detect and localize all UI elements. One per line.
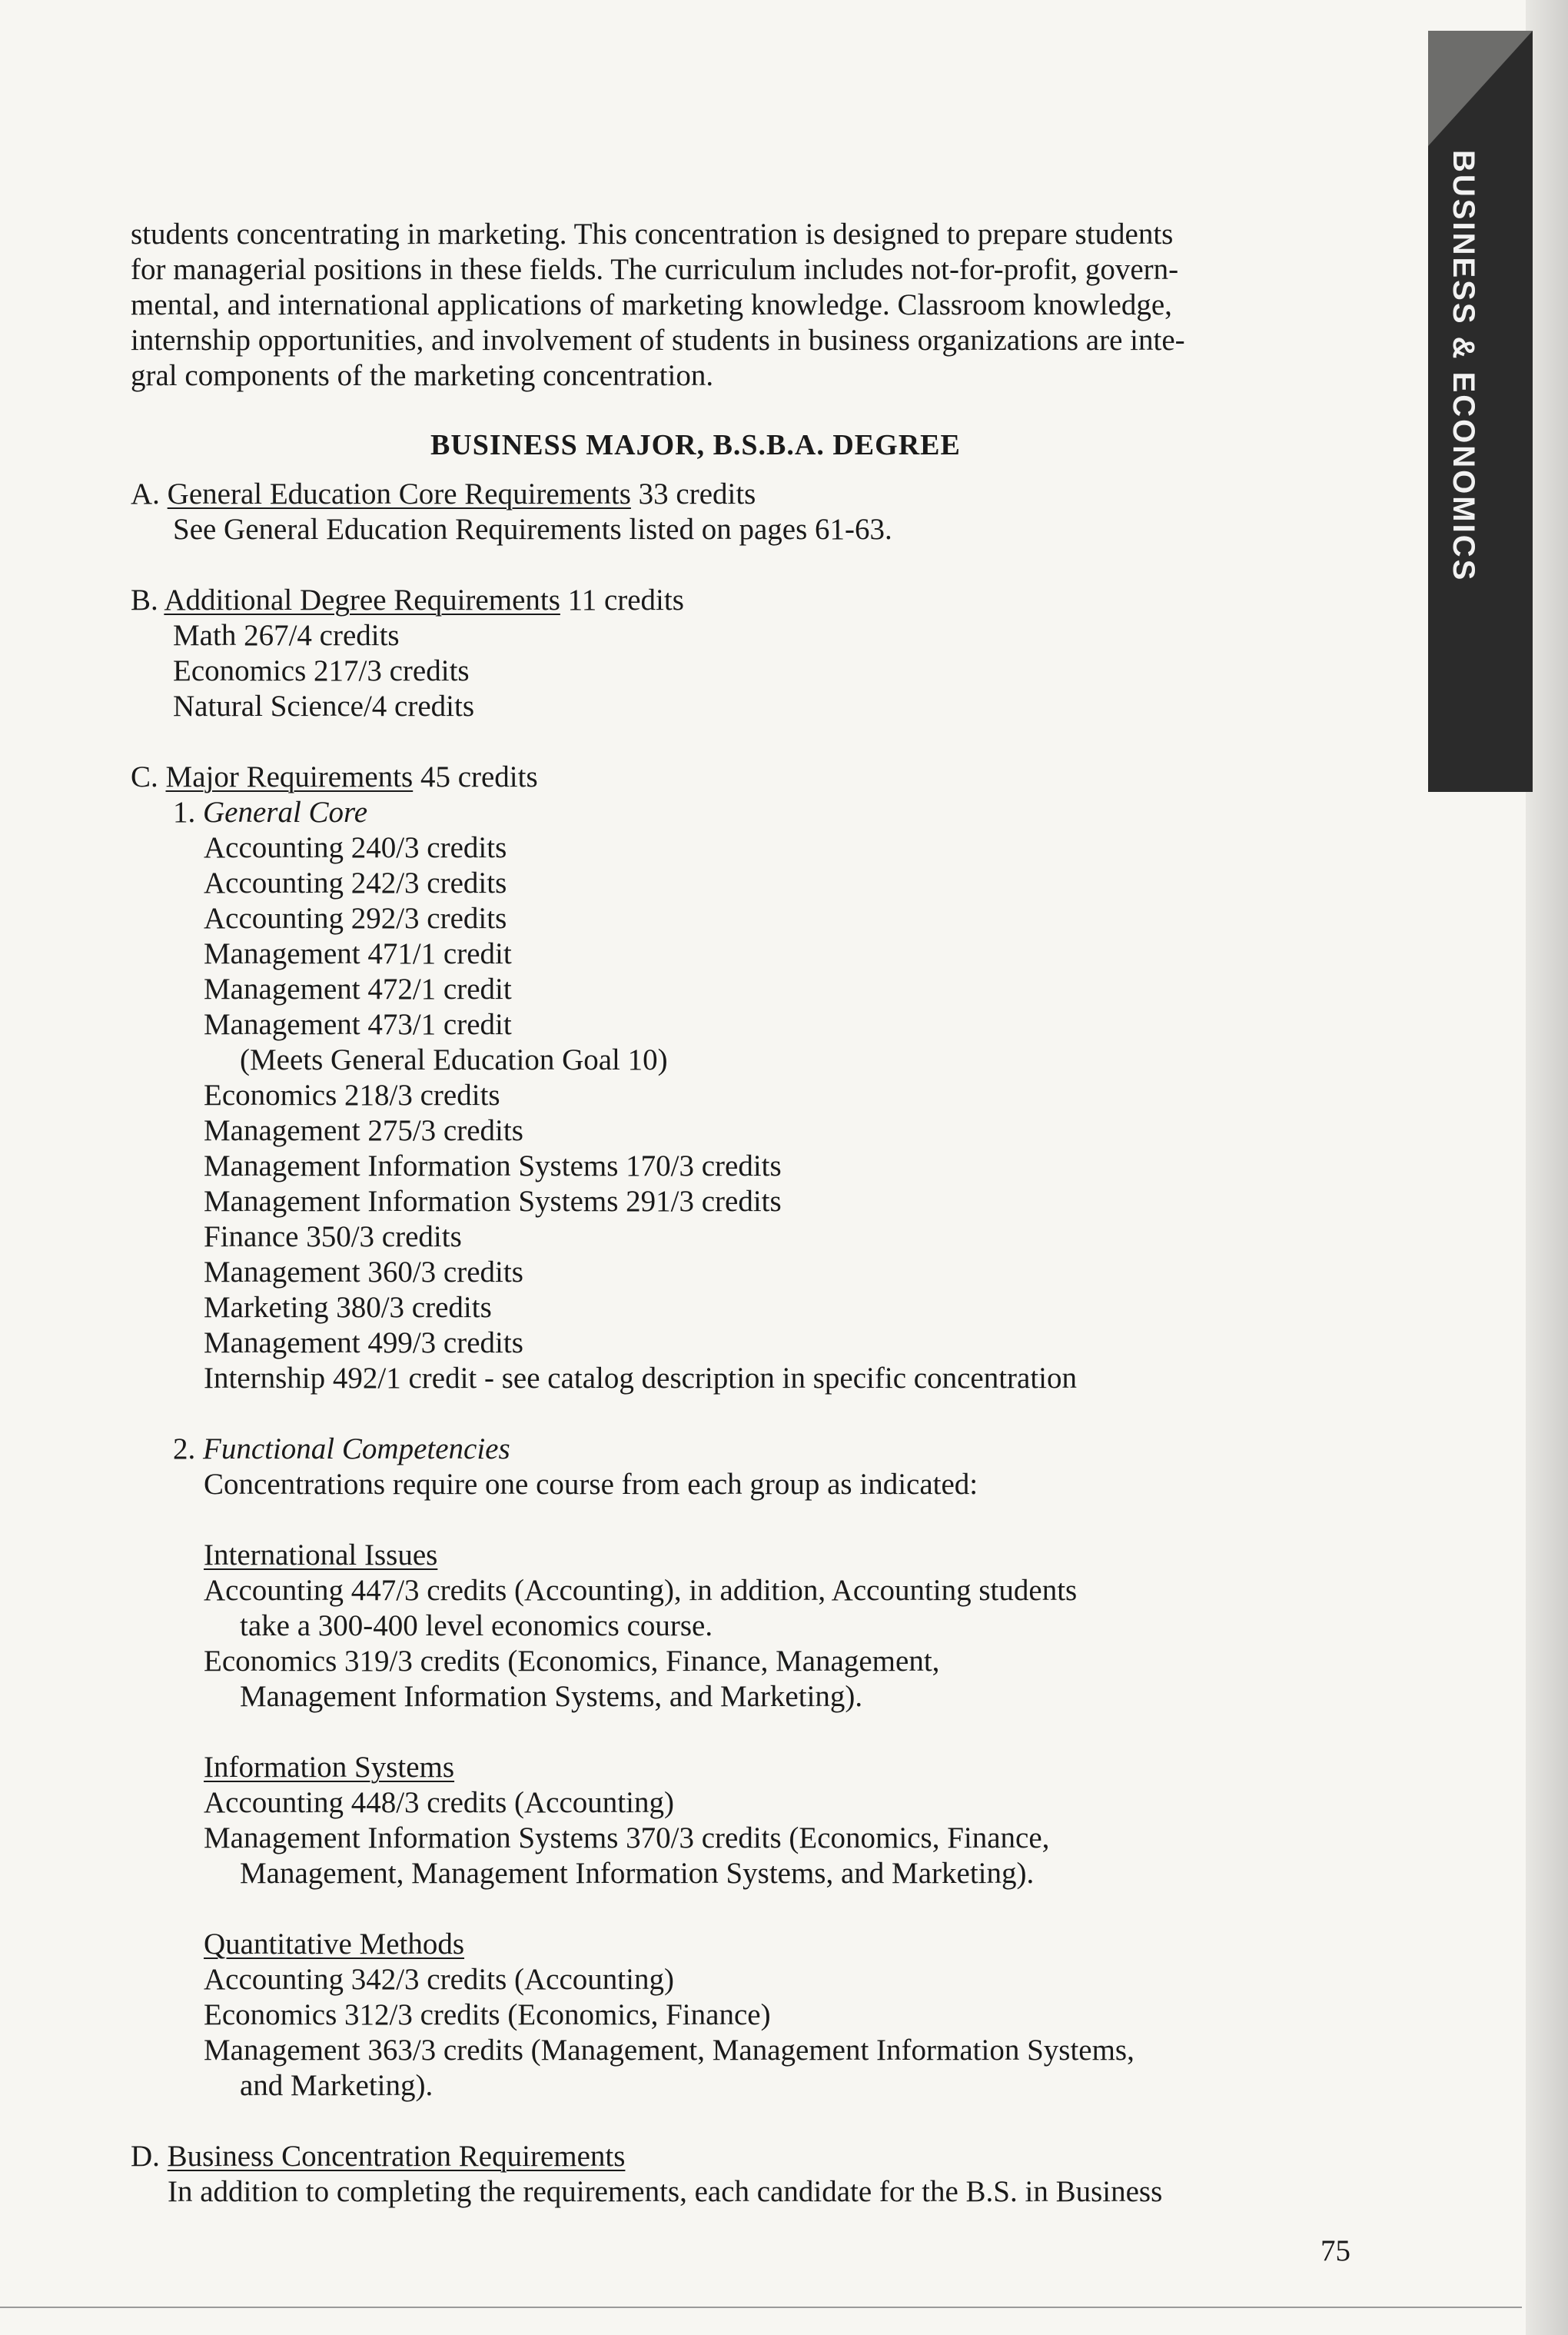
course-item: Management Information Systems 170/3 credits bbox=[204, 1149, 782, 1182]
section-c-title: Major Requirements bbox=[165, 760, 414, 793]
intro-line: students concentrating in marketing. This concentration is designed to prepare students bbox=[131, 218, 1174, 251]
course-item: Economics 218/3 credits bbox=[204, 1079, 500, 1112]
section-a-credits: 33 credits bbox=[638, 477, 756, 511]
information-systems-line: Accounting 448/3 credits (Accounting) bbox=[204, 1786, 674, 1819]
general-core-heading bbox=[173, 795, 367, 830]
general-core-number: 1. bbox=[173, 796, 196, 829]
course-item: Internship 492/1 credit - see catalog description in specific concentration bbox=[204, 1362, 1078, 1395]
quantitative-methods-line: Accounting 342/3 credits (Accounting) bbox=[204, 1963, 674, 1996]
section-d bbox=[131, 2139, 625, 2174]
section-d-title: Business Concentration Requirements bbox=[167, 2140, 626, 2173]
section-b-item: Economics 217/3 credits bbox=[173, 654, 470, 687]
section-tab-corner bbox=[1428, 31, 1533, 146]
course-item: Accounting 240/3 credits bbox=[204, 831, 507, 864]
section-d-text: In addition to completing the requirements, each candidate for the B.S. in Business bbox=[168, 2175, 1163, 2208]
international-issues-line: Accounting 447/3 credits (Accounting), in addition, Accounting students bbox=[204, 1574, 1078, 1607]
section-tab-label: BUSINESS & ECONOMICS bbox=[1447, 150, 1480, 583]
international-issues-line: take a 300-400 level economics course. bbox=[240, 1609, 713, 1642]
quantitative-methods-line: and Marketing). bbox=[240, 2069, 434, 2102]
section-c-letter: C. bbox=[131, 760, 158, 793]
page-number: 75 bbox=[1321, 2234, 1350, 2267]
course-note: (Meets General Education Goal 10) bbox=[240, 1043, 668, 1076]
course-item: Management Information Systems 291/3 credits bbox=[204, 1185, 782, 1218]
course-item: Accounting 242/3 credits bbox=[204, 866, 507, 900]
footer-rule bbox=[0, 2307, 1522, 2308]
intro-line: for managerial positions in these fields. The curriculum includes not-for-profit, govern- bbox=[131, 253, 1179, 286]
course-item: Management 275/3 credits bbox=[204, 1114, 523, 1147]
section-a-title: General Education Core Requirements bbox=[167, 477, 631, 511]
section-c bbox=[131, 760, 538, 795]
section-a-letter: A. bbox=[131, 477, 160, 511]
section-a-note: See General Education Requirements listed on pages 61-63. bbox=[173, 513, 892, 546]
section-b bbox=[131, 583, 684, 618]
international-issues-line: Management Information Systems, and Marketing). bbox=[240, 1680, 863, 1713]
section-d-letter: D. bbox=[131, 2140, 160, 2173]
international-issues-heading: International Issues bbox=[204, 1538, 438, 1572]
page-heading: BUSINESS MAJOR, B.S.B.A. DEGREE bbox=[430, 429, 961, 461]
course-item: Management 473/1 credit bbox=[204, 1008, 512, 1041]
section-b-credits: 11 credits bbox=[567, 584, 684, 617]
intro-line: gral components of the marketing concentration. bbox=[131, 359, 714, 392]
course-item: Finance 350/3 credits bbox=[204, 1220, 462, 1253]
section-a bbox=[131, 477, 756, 512]
general-core-title: General Core bbox=[203, 796, 368, 829]
section-c-credits: 45 credits bbox=[420, 760, 538, 793]
intro-line: mental, and international applications of marketing knowledge. Classroom knowledge, bbox=[131, 288, 1172, 321]
section-b-title: Additional Degree Requirements bbox=[164, 584, 560, 617]
intro-line: internship opportunities, and involvement of students in business organizations are inte- bbox=[131, 324, 1185, 357]
quantitative-methods-line: Management 363/3 credits (Management, Management Information Systems, bbox=[204, 2034, 1134, 2067]
course-item: Management 471/1 credit bbox=[204, 937, 512, 970]
section-b-item: Math 267/4 credits bbox=[173, 619, 400, 652]
quantitative-methods-heading: Quantitative Methods bbox=[204, 1928, 465, 1961]
information-systems-heading: Information Systems bbox=[204, 1751, 455, 1784]
quantitative-methods-line: Economics 312/3 credits (Economics, Finance) bbox=[204, 1998, 771, 2031]
functional-competencies-intro: Concentrations require one course from each group as indicated: bbox=[204, 1468, 978, 1501]
course-item: Management 360/3 credits bbox=[204, 1256, 523, 1289]
functional-competencies-number: 2. bbox=[173, 1432, 196, 1465]
functional-competencies-title: Functional Competencies bbox=[203, 1432, 510, 1465]
course-item: Marketing 380/3 credits bbox=[204, 1291, 492, 1324]
course-item: Accounting 292/3 credits bbox=[204, 902, 507, 935]
information-systems-line: Management, Management Information Systems, and Marketing). bbox=[240, 1857, 1035, 1890]
course-item: Management 499/3 credits bbox=[204, 1326, 523, 1359]
section-b-letter: B. bbox=[131, 584, 158, 617]
functional-competencies-heading bbox=[173, 1432, 510, 1467]
information-systems-line: Management Information Systems 370/3 credits (Economics, Finance, bbox=[204, 1821, 1050, 1854]
section-b-item: Natural Science/4 credits bbox=[173, 690, 474, 723]
international-issues-line: Economics 319/3 credits (Economics, Finance, Management, bbox=[204, 1645, 940, 1678]
course-item: Management 472/1 credit bbox=[204, 973, 512, 1006]
